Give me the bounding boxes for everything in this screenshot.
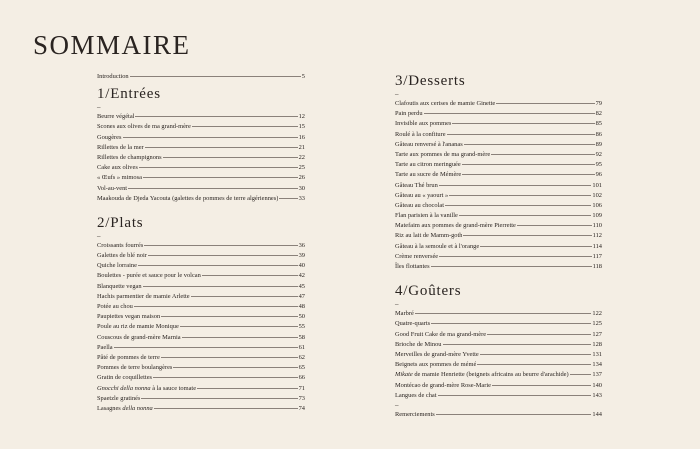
entry-page: 50 xyxy=(298,313,305,321)
leader-dots xyxy=(182,337,298,338)
toc-entry[interactable] xyxy=(395,340,602,350)
entry-page: 79 xyxy=(595,100,602,107)
leader-dots xyxy=(447,134,595,135)
entry-title: Hachis parmentier de mamie Arlette xyxy=(97,292,190,300)
entry-title: Remerciements xyxy=(395,410,435,418)
entry-page: 127 xyxy=(592,330,602,338)
entry-page: 101 xyxy=(592,181,602,189)
entry-page: 112 xyxy=(592,232,602,240)
entry-page: 109 xyxy=(592,212,602,220)
leader-dots xyxy=(144,245,297,246)
entry-page: 25 xyxy=(298,164,305,172)
toc-entry[interactable] xyxy=(97,312,305,322)
entry-title: Scones aux olives de ma grand-mère xyxy=(97,123,191,131)
entry-page: 86 xyxy=(595,130,602,138)
leader-dots xyxy=(439,185,592,186)
entry-title: Gâteau au chocolat xyxy=(395,201,444,209)
toc-entry[interactable] xyxy=(97,143,305,153)
leader-dots xyxy=(463,235,591,236)
toc-entry[interactable] xyxy=(395,160,602,170)
section-dash: – xyxy=(395,400,399,409)
entry-title: Gougères xyxy=(97,133,122,141)
entry-title: Couscous de grand-mère Marnia xyxy=(97,333,181,341)
toc-entry[interactable] xyxy=(97,241,305,251)
leader-dots xyxy=(128,188,298,189)
toc-entry[interactable] xyxy=(395,181,602,191)
section-heading: 4/Goûters xyxy=(395,283,462,300)
toc-entry[interactable] xyxy=(97,261,305,271)
toc-entry[interactable] xyxy=(97,271,305,281)
toc-entry[interactable] xyxy=(395,242,602,252)
leader-dots xyxy=(163,157,298,158)
entry-page: 15 xyxy=(298,123,305,131)
leader-dots xyxy=(449,195,591,196)
leader-dots xyxy=(424,113,595,114)
entry-page: 66 xyxy=(298,374,305,382)
toc-entry[interactable] xyxy=(395,330,602,340)
entry-page: 114 xyxy=(592,242,602,250)
leader-dots xyxy=(139,167,298,168)
entry-title: Vol-au-vent xyxy=(97,184,128,192)
toc-entry[interactable] xyxy=(97,173,305,183)
leader-dots xyxy=(452,123,594,124)
leader-dots xyxy=(438,395,592,396)
toc-entry[interactable] xyxy=(97,251,305,261)
leader-dots xyxy=(161,316,297,317)
toc-entry[interactable] xyxy=(97,184,305,194)
entry-title: Pain perdu xyxy=(395,110,423,118)
entry-page: 22 xyxy=(298,153,305,161)
entry-title: Paupiettes vegan maison xyxy=(97,313,161,321)
entry-page: 65 xyxy=(298,364,305,372)
toc-entry[interactable] xyxy=(97,292,305,302)
entry-page: 58 xyxy=(298,333,305,341)
entry-page: 61 xyxy=(298,343,305,351)
entry-page: 36 xyxy=(298,241,305,249)
entry-page: 16 xyxy=(298,133,305,141)
entry-title: Potée au chou xyxy=(97,303,133,310)
leader-dots xyxy=(492,385,591,386)
entry-title: Gâteau à la semoule et à l'orange xyxy=(395,242,480,250)
entry-title-italic: della nonna xyxy=(122,404,153,412)
entry-page: 137 xyxy=(592,371,602,379)
leader-dots xyxy=(145,147,298,148)
toc-entry[interactable] xyxy=(97,394,305,404)
leader-dots xyxy=(459,215,592,216)
entry-title xyxy=(395,370,569,380)
entry-title: Pâté de pommes de terre xyxy=(97,353,160,361)
entry-title: Matefaim aux pommes de grand-mère Pierrette xyxy=(395,222,516,230)
leader-dots xyxy=(161,357,298,358)
toc-entry[interactable] xyxy=(395,231,602,241)
entry-page: 92 xyxy=(595,150,602,158)
page-title: SOMMAIRE xyxy=(33,30,191,60)
entry-title: Langues de chat xyxy=(395,391,437,399)
entry-title: Invisible aux pommes xyxy=(395,120,452,128)
section-dash: – xyxy=(395,90,399,98)
entry-title: Gâteau au « yaourt » xyxy=(395,191,449,199)
leader-dots xyxy=(487,334,591,335)
entry-page: 47 xyxy=(298,292,305,300)
section-dash: – xyxy=(97,231,101,240)
entry-page: 102 xyxy=(592,191,602,199)
entry-title-italic: Gnocchi della nonna xyxy=(97,384,151,392)
entry-title: Croissants fourrés xyxy=(97,241,144,249)
entry-title: Montécao de grand-mère Rose-Marie xyxy=(395,381,491,389)
toc-entry[interactable] xyxy=(97,353,305,363)
leader-dots xyxy=(134,306,298,307)
leader-dots xyxy=(191,296,298,297)
leader-dots xyxy=(477,364,591,365)
leader-dots xyxy=(279,198,297,199)
entry-title: Gratin de coquillettes xyxy=(97,374,153,382)
entry-page: 48 xyxy=(298,303,305,310)
entry-page: 5 xyxy=(301,73,305,80)
toc-entry[interactable] xyxy=(395,350,602,360)
leader-dots xyxy=(180,326,298,327)
entry-page: 95 xyxy=(595,161,602,169)
leader-dots xyxy=(462,164,595,165)
toc-entry[interactable] xyxy=(97,153,305,163)
toc-entry[interactable] xyxy=(97,363,305,373)
toc-entry[interactable] xyxy=(97,322,305,332)
entry-title xyxy=(97,404,153,414)
toc-entry[interactable] xyxy=(395,221,602,231)
leader-dots xyxy=(114,347,298,348)
entry-page: 26 xyxy=(298,174,305,182)
toc-entry[interactable] xyxy=(97,404,305,414)
leader-dots xyxy=(138,265,298,266)
toc-entry[interactable] xyxy=(97,343,305,353)
entry-title: Marbré xyxy=(395,310,414,318)
entry-title: Pommes de terre boulangères xyxy=(97,364,173,372)
toc-entry[interactable] xyxy=(395,191,602,201)
toc-entry[interactable] xyxy=(395,252,602,262)
toc-entry[interactable] xyxy=(395,109,602,119)
toc-entry[interactable] xyxy=(97,163,305,173)
toc-entry[interactable] xyxy=(395,309,602,319)
toc-entry[interactable] xyxy=(97,373,305,383)
leader-dots xyxy=(153,377,298,378)
entry-title: Merveilles de grand-mère Yvette xyxy=(395,350,479,358)
entry-title: Rillettes de champignons xyxy=(97,153,162,161)
entry-title: Blanquette vegan xyxy=(97,282,142,290)
toc-entry[interactable] xyxy=(395,119,602,129)
leader-dots xyxy=(443,344,592,345)
toc-entry[interactable] xyxy=(97,282,305,292)
entry-title: Quiche lorraine xyxy=(97,262,137,270)
toc-entry[interactable] xyxy=(395,170,602,180)
section-heading: 3/Desserts xyxy=(395,73,466,89)
leader-dots xyxy=(496,103,594,104)
entry-page: 39 xyxy=(298,252,305,260)
toc-entry[interactable] xyxy=(395,319,602,329)
entry-title: Maakouda de Djeda Yacouta (galettes de pommes de terre algériennes) xyxy=(97,194,279,202)
toc-entry-remerciements[interactable] xyxy=(395,410,602,420)
section-dash: – xyxy=(97,103,101,112)
leader-dots xyxy=(431,266,592,267)
toc-entry[interactable] xyxy=(97,302,305,312)
toc-entry[interactable] xyxy=(395,391,602,401)
entry-page: 71 xyxy=(298,384,305,392)
entry-page: 33 xyxy=(298,194,305,202)
entry-page: 62 xyxy=(298,353,305,361)
leader-dots xyxy=(130,76,301,77)
toc-entry[interactable] xyxy=(97,384,305,394)
entry-page: 131 xyxy=(592,350,602,358)
entry-title xyxy=(97,384,196,394)
entry-page: 118 xyxy=(592,263,602,270)
entry-page: 55 xyxy=(298,323,305,331)
entry-page: 74 xyxy=(298,404,305,412)
entry-title: Tarte aux pommes de ma grand-mère xyxy=(395,150,491,158)
leader-dots xyxy=(154,408,298,409)
entry-title: Flan parisien à la vanille xyxy=(395,212,458,220)
section-heading: 2/Plats xyxy=(97,214,144,231)
leader-dots xyxy=(462,174,594,175)
leader-dots xyxy=(148,255,298,256)
entry-page: 40 xyxy=(298,262,305,270)
toc-entry[interactable] xyxy=(97,112,305,122)
entry-page: 144 xyxy=(592,410,602,418)
entry-page: 89 xyxy=(595,140,602,148)
leader-dots xyxy=(141,398,297,399)
entry-title: Good Fruit Cake de ma grand-mère xyxy=(395,330,487,338)
entry-page: 128 xyxy=(592,340,602,348)
leader-dots xyxy=(445,205,591,206)
leader-dots xyxy=(570,374,592,375)
entry-page: 21 xyxy=(298,143,305,151)
entry-title: Îles flottantes xyxy=(395,263,430,270)
section-heading: 1/Entrées xyxy=(97,86,161,103)
entry-title: Gâteau renversé à l'ananas xyxy=(395,140,463,148)
entry-page: 96 xyxy=(595,171,602,179)
toc-entry[interactable] xyxy=(395,360,602,370)
entry-title: Poule au riz de mamie Monique xyxy=(97,323,179,331)
entry-page: 125 xyxy=(592,320,602,328)
leader-dots xyxy=(202,275,298,276)
leader-dots xyxy=(135,116,297,117)
toc-entry[interactable] xyxy=(97,333,305,343)
entry-page: 82 xyxy=(595,110,602,118)
leader-dots xyxy=(464,144,595,145)
leader-dots xyxy=(517,225,592,226)
entry-title: Quatre-quarts xyxy=(395,320,431,328)
leader-dots xyxy=(192,126,298,127)
entry-title: Riz au lait de Mamm-goth xyxy=(395,232,463,240)
entry-title: « Œufs » mimosa xyxy=(97,174,142,182)
entry-title: Tarte au sucre de Mémère xyxy=(395,171,462,179)
entry-title: Gâteau Thé brun xyxy=(395,181,438,189)
left-column xyxy=(97,72,305,414)
toc-entry[interactable] xyxy=(395,211,602,221)
leader-dots xyxy=(143,286,298,287)
entry-page: 73 xyxy=(298,394,305,402)
leader-dots xyxy=(480,354,592,355)
leader-dots xyxy=(431,323,591,324)
entry-title: Cake aux olives xyxy=(97,164,138,172)
toc-entry[interactable] xyxy=(395,130,602,140)
entry-page: 117 xyxy=(592,252,602,260)
entry-page: 45 xyxy=(298,282,305,290)
toc-entry[interactable] xyxy=(395,262,602,272)
leader-dots xyxy=(415,313,592,314)
leader-dots xyxy=(143,177,298,178)
toc-entry[interactable] xyxy=(395,140,602,150)
entry-page: 134 xyxy=(592,361,602,369)
toc-entry[interactable] xyxy=(97,194,305,204)
entry-title: Roulé à la confiture xyxy=(395,130,446,138)
entry-title: Clafoutis aux cerises de mamie Ginette xyxy=(395,100,496,107)
entry-page: 110 xyxy=(592,222,602,230)
leader-dots xyxy=(197,388,298,389)
entry-title: Paella xyxy=(97,343,113,351)
entry-title-part: de mamie Henriette (beignets africains au beurre d'arachide) xyxy=(412,371,569,379)
toc-entry[interactable] xyxy=(395,201,602,211)
leader-dots xyxy=(436,414,592,415)
entry-page: 106 xyxy=(592,201,602,209)
entry-title-italic: Mikate xyxy=(395,371,413,379)
entry-page: 30 xyxy=(298,184,305,192)
entry-page: 140 xyxy=(592,381,602,389)
leader-dots xyxy=(439,256,592,257)
toc-entry[interactable] xyxy=(97,133,305,143)
toc-entry[interactable] xyxy=(97,122,305,132)
entry-title: Brioche de Minou xyxy=(395,340,442,348)
toc-entry[interactable] xyxy=(395,381,602,391)
entry-page: 85 xyxy=(595,120,602,128)
section-dash: – xyxy=(395,300,399,309)
entry-title: Boulettes - purée et sauce pour le volcan xyxy=(97,272,201,280)
right-column xyxy=(395,72,602,420)
entry-title: Tarte au citron meringuée xyxy=(395,161,461,169)
entry-title-part: Lasagnes xyxy=(97,404,123,412)
entry-title: Galettes de blé noir xyxy=(97,252,147,260)
entry-title-part: à la sauce tomate xyxy=(150,384,197,392)
entry-title: Rillettes de la mer xyxy=(97,143,144,151)
entry-page: 42 xyxy=(298,272,305,280)
entry-page: 122 xyxy=(592,310,602,318)
leader-dots xyxy=(491,154,594,155)
entry-title: Beurre végétal xyxy=(97,113,135,121)
leader-dots xyxy=(480,246,591,247)
entry-title: Crème renversée xyxy=(395,252,439,260)
toc-entry[interactable] xyxy=(395,150,602,160)
leader-dots xyxy=(123,137,298,138)
entry-page: 12 xyxy=(298,113,305,121)
toc-entry-introduction[interactable] xyxy=(97,72,305,82)
entry-title: Spaetzle gratinés xyxy=(97,394,141,402)
leader-dots xyxy=(173,367,297,368)
toc-entry[interactable] xyxy=(395,99,602,109)
entry-title: Introduction xyxy=(97,73,129,80)
toc-entry[interactable] xyxy=(395,370,602,380)
entry-title: Beignets aux pommes de mémé xyxy=(395,361,477,369)
entry-page: 143 xyxy=(592,391,602,399)
